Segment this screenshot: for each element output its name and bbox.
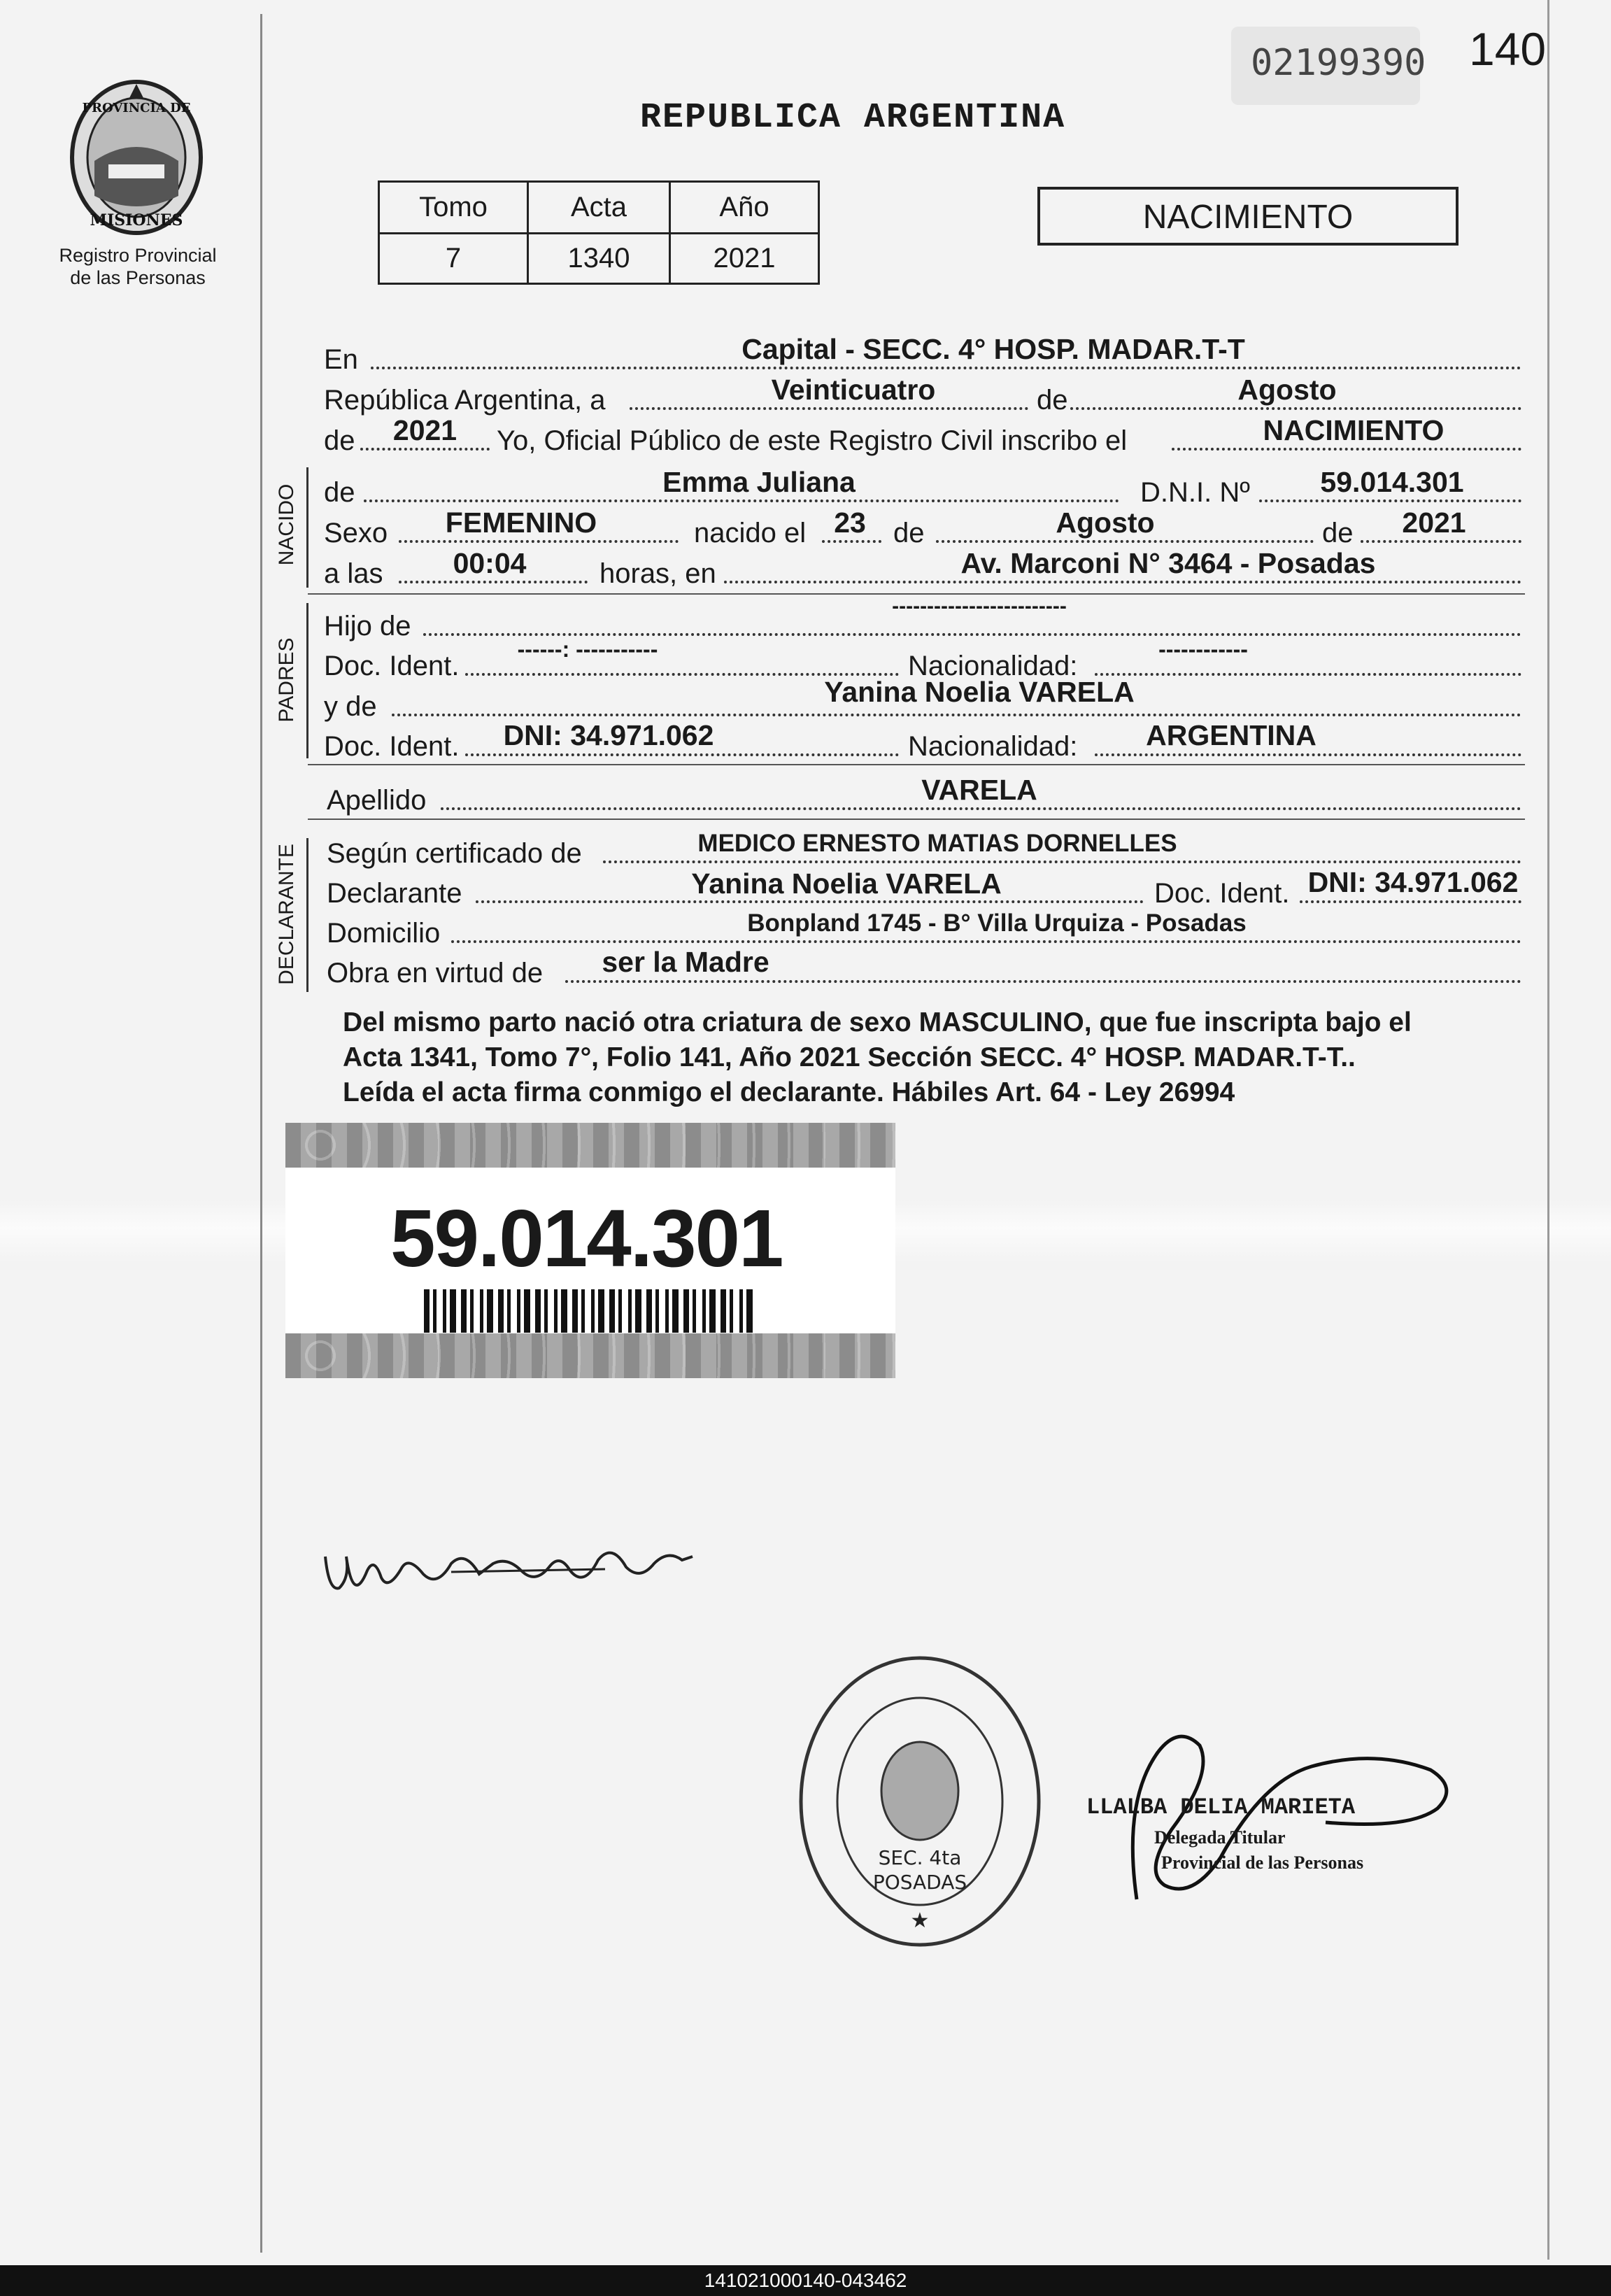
dotted-line xyxy=(936,540,1314,543)
dotted-line xyxy=(1259,499,1521,502)
doc-ident-label-3: Doc. Ident. xyxy=(1154,878,1290,909)
declarante-doc: DNI: 34.971.062 xyxy=(1307,866,1519,898)
section-divider xyxy=(308,764,1525,765)
de-label-3: de xyxy=(1322,518,1354,548)
de-label-2: de xyxy=(893,518,925,548)
nacido-el-label: nacido el xyxy=(694,518,807,548)
dotted-line xyxy=(399,540,679,543)
dotted-line xyxy=(360,448,490,451)
intro-year: 2021 xyxy=(392,414,457,446)
alas-label: a las xyxy=(324,558,383,589)
de2-label: de xyxy=(324,425,355,456)
nacionalidad-label-1: Nacionalidad: xyxy=(908,651,1078,681)
stamp-center-2: POSADAS xyxy=(872,1871,967,1894)
svg-text:MISIONES: MISIONES xyxy=(90,211,183,229)
logo-caption-1: Registro Provincial xyxy=(59,245,217,266)
sexo-value: FEMENINO xyxy=(445,506,597,539)
dni-label: D.N.I. Nº xyxy=(1140,477,1250,508)
dotted-line xyxy=(1300,900,1521,903)
left-margin-line xyxy=(260,14,262,2253)
certificado-value: MEDICO ERNESTO MATIAS DORNELLES xyxy=(697,830,1177,857)
table-header-tomo: Tomo xyxy=(379,182,528,234)
dotted-line xyxy=(441,807,1521,810)
apellido-label: Apellido xyxy=(327,785,427,816)
doc-ident-label-1: Doc. Ident. xyxy=(324,651,460,681)
page-number: 140 xyxy=(1469,23,1547,75)
father-name: ------------------------- xyxy=(892,595,1067,618)
dotted-line xyxy=(1070,407,1521,410)
nacionalidad-label-2: Nacionalidad: xyxy=(908,731,1078,762)
dotted-line xyxy=(399,581,588,583)
dotted-line xyxy=(724,581,1521,583)
note-line-2: Acta 1341, Tomo 7°, Folio 141, Año 2021 Sección SECC. 4° HOSP. MADAR.T-T.. xyxy=(343,1042,1356,1072)
official-name: LLALBA DELIA MARIETA xyxy=(1086,1794,1356,1820)
dotted-line xyxy=(1095,753,1521,756)
control-number: 02199390 xyxy=(1251,42,1426,84)
logo-caption-2: de las Personas xyxy=(70,267,206,288)
officer-text: Yo, Oficial Público de este Registro Civil inscribo el xyxy=(497,425,1128,456)
republic-label: República Argentina, a xyxy=(324,385,606,416)
stamp-center-1: SEC. 4ta xyxy=(878,1846,962,1869)
child-dni: 59.014.301 xyxy=(1320,466,1464,498)
obra-value: ser la Madre xyxy=(602,946,769,978)
official-title: Delegada Titular xyxy=(1154,1827,1286,1848)
footer-code: 141021000140-043462 xyxy=(0,2265,1611,2296)
nacido-de-label: de xyxy=(324,477,355,508)
section-label-declarante: DECLARANTE xyxy=(275,844,298,985)
sticker-band xyxy=(285,1333,895,1378)
section-label-nacido: NACIDO xyxy=(275,483,298,566)
apellido-value: VARELA xyxy=(921,774,1037,806)
registry-place: Capital - SECC. 4° HOSP. MADAR.T-T xyxy=(741,333,1245,365)
birth-year: 2021 xyxy=(1402,506,1466,539)
yde-label: y de xyxy=(324,691,377,722)
father-nationality: ------------ xyxy=(1158,637,1248,662)
control-number-sticker xyxy=(1231,27,1426,105)
province-seal-logo xyxy=(66,77,206,238)
de-label: de xyxy=(1037,385,1068,416)
table-value-ano: 2021 xyxy=(670,234,819,284)
table-header-ano: Año xyxy=(670,182,819,234)
doc-ident-label-2: Doc. Ident. xyxy=(324,731,460,762)
dotted-line xyxy=(1361,540,1521,543)
domicilio-label: Domicilio xyxy=(327,918,441,949)
section-divider xyxy=(308,819,1525,820)
dotted-line xyxy=(603,860,1521,863)
dotted-line xyxy=(465,753,899,756)
section-bar xyxy=(306,603,308,758)
obra-label: Obra en virtud de xyxy=(327,958,544,988)
en-label: En xyxy=(324,344,358,375)
month: Agosto xyxy=(1237,374,1337,406)
dotted-line xyxy=(565,980,1521,983)
sexo-label: Sexo xyxy=(324,518,388,548)
dotted-line xyxy=(476,900,1144,903)
stamp-star-icon: ★ xyxy=(910,1909,930,1932)
horas-label: horas, en xyxy=(599,558,716,589)
mother-nationality: ARGENTINA xyxy=(1146,719,1317,751)
declarante-label: Declarante xyxy=(327,878,462,909)
record-table xyxy=(378,180,820,285)
sticker-band xyxy=(285,1123,895,1168)
birth-day: 23 xyxy=(834,506,866,539)
declarant-signature xyxy=(318,1529,710,1613)
father-doc: ------: ----------- xyxy=(517,637,658,662)
child-name: Emma Juliana xyxy=(662,466,856,498)
dotted-line xyxy=(423,633,1521,636)
svg-text:PROVINCIA DE: PROVINCIA DE xyxy=(82,101,191,115)
declarante-name: Yanina Noelia VARELA xyxy=(691,867,1002,900)
dni-sticker xyxy=(285,1123,895,1378)
birth-place: Av. Marconi N° 3464 - Posadas xyxy=(960,547,1376,579)
day-words: Veinticuatro xyxy=(771,374,936,406)
official-office: Provincial de las Personas xyxy=(1161,1852,1364,1873)
sticker-dni: 59.014.301 xyxy=(390,1193,783,1284)
note-line-1: Del mismo parto nació otra criatura de sexo MASCULINO, que fue inscripta bajo el xyxy=(343,1007,1412,1037)
certificado-label: Según certificado de xyxy=(327,838,582,869)
event: NACIMIENTO xyxy=(1263,414,1445,446)
mother-name: Yanina Noelia VARELA xyxy=(824,676,1135,708)
right-margin-line xyxy=(1547,0,1549,2260)
hijo-label: Hijo de xyxy=(324,611,411,642)
mother-doc: DNI: 34.971.062 xyxy=(503,719,714,751)
sticker-barcode xyxy=(424,1289,753,1333)
table-value-tomo: 7 xyxy=(379,234,528,284)
dotted-line xyxy=(451,940,1521,943)
table-header-acta: Acta xyxy=(528,182,670,234)
dotted-line xyxy=(822,540,881,543)
registry-round-stamp xyxy=(790,1647,1049,1955)
note-line-3: Leída el acta firma conmigo el declarante. Hábiles Art. 64 - Ley 26994 xyxy=(343,1077,1235,1107)
doc-type-box xyxy=(1037,187,1459,246)
dotted-line xyxy=(364,499,1119,502)
section-bar xyxy=(306,467,308,588)
birth-time: 00:04 xyxy=(453,547,527,579)
section-bar xyxy=(306,838,308,992)
dotted-line xyxy=(630,407,1028,410)
dotted-line xyxy=(392,714,1521,716)
birth-month: Agosto xyxy=(1056,506,1155,539)
dotted-line xyxy=(371,367,1521,369)
domicilio-value: Bonpland 1745 - B° Villa Urquiza - Posadas xyxy=(747,909,1247,937)
section-label-padres: PADRES xyxy=(275,637,298,723)
country-title: REPUBLICA ARGENTINA xyxy=(640,98,1066,138)
doc-type: NACIMIENTO xyxy=(1142,199,1354,236)
table-value-acta: 1340 xyxy=(528,234,670,284)
dotted-line xyxy=(1172,448,1521,451)
